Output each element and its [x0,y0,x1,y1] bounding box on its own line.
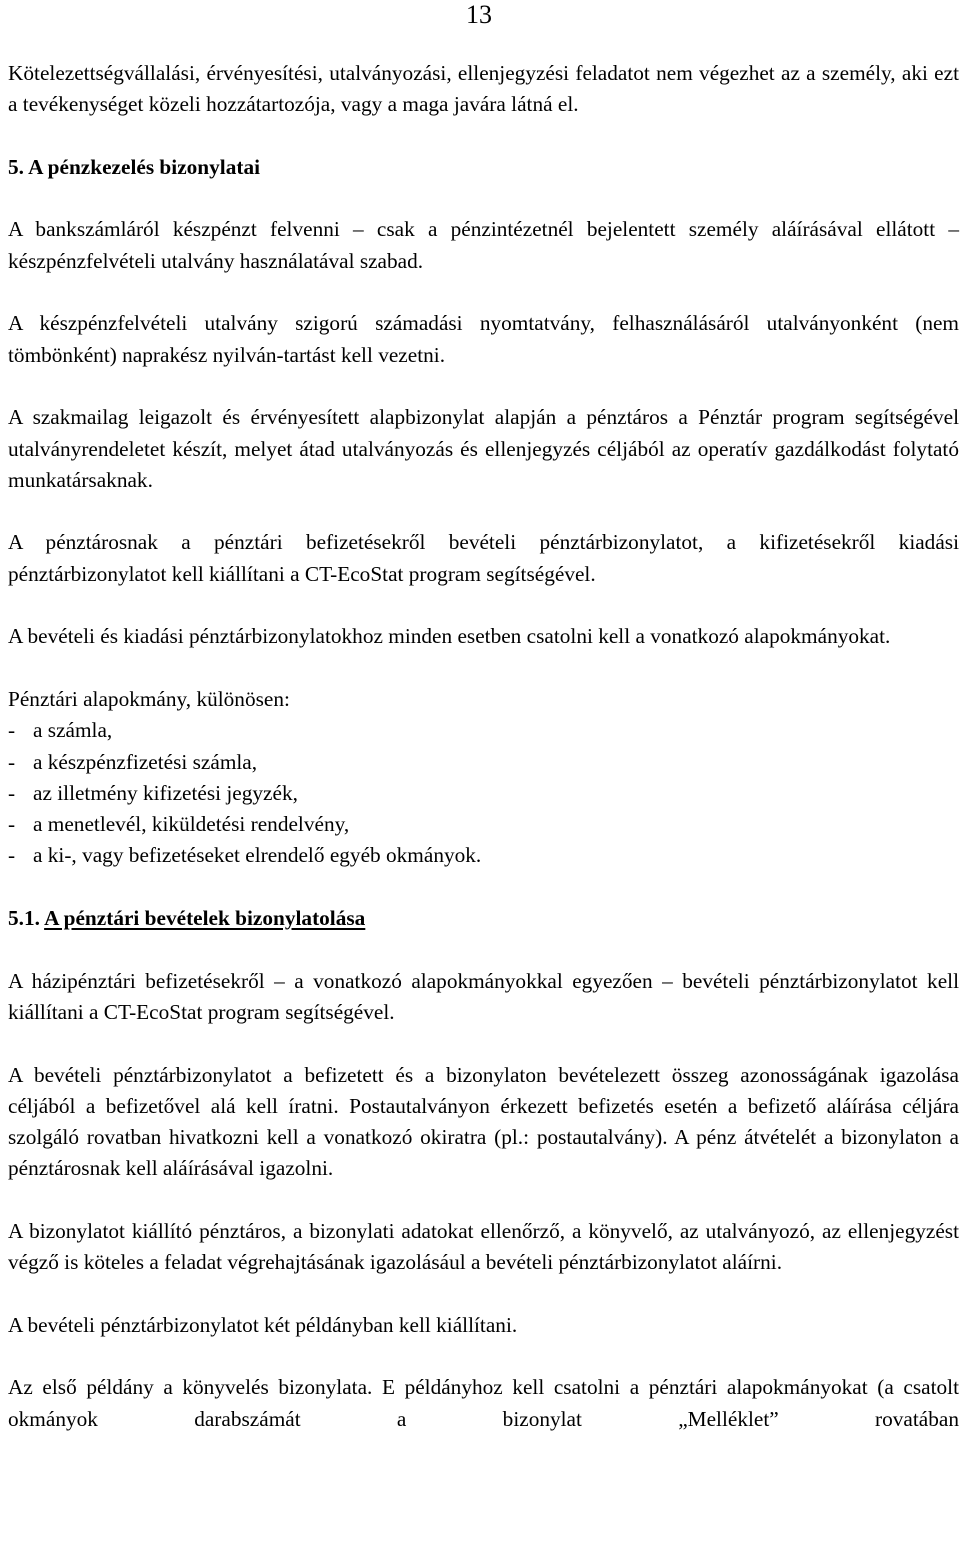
paragraph-house-cash-receipts: A házipénztári befizetésekről – a vonatkozó alapokmányokkal egyezően – bevételi pénztárbizonylatot kell kiállítani a CT-EcoStat program segítségével. [8,968,959,1024]
paragraph-first-copy: Az első példány a könyvelés bizonylata. E példányhoz kell csatolni a pénztári alapokmányokat (a csatolt okmányok darabszámát a bizonylat „Melléklet” rovatában [8,1375,959,1431]
list-item [8,809,959,840]
list-item [8,747,959,778]
paragraph-bank-withdrawal: A bankszámláról készpénzt felvenni – csak a pénzintézetnél bejelentett személy aláírásával ellátott – készpénzfelvételi utalvány használatával szabad. [8,217,959,273]
list-item-text: a menetlevél, kiküldetési rendelvény, [33,812,350,837]
section-heading-cash-documents: 5. A pénzkezelés bizonylatai [8,154,261,179]
list-dash: - [8,718,16,743]
paragraph-attach-documents: A bevételi és kiadási pénztárbizonylatokhoz minden esetben csatolni kell a vonatkozó alapokmányokat. [8,624,891,649]
list-item-text: a készpénzfizetési számla, [33,749,258,774]
list-item-text: a ki-, vagy befizetéseket elrendelő egyéb okmányok. [33,843,482,868]
base-documents-list [8,684,959,872]
paragraph-payment-order: A szakmailag leigazolt és érvényesített alapbizonylat alapján a pénztáros a Pénztár program segítségével utalványrendeletet készít, melyet átad utalványozás és ellenjegyzés céljából az operatív gazdálkodást folytató munkatársaknak. [8,405,959,492]
list-item [8,715,959,746]
list-title: Pénztári alapokmány, különösen: [8,686,290,711]
list-dash: - [8,812,16,837]
paragraph-conflict-of-interest: Kötelezettségvállalási, érvényesítési, utalványozási, ellenjegyzési feladatot nem végezhet az a személy, aki ezt a tevékenységet közeli hozzátartozója, vagy a maga javára látná el. [8,61,959,117]
paragraph-signatories: A bizonylatot kiállító pénztáros, a bizonylati adatokat ellenőrző, a könyvelő, az utalványozó, az ellenjegyzést végző is köteles a feladat végrehajtásának igazolásául a bevételi pénztárbizonylatot aláírni. [8,1218,959,1275]
paragraph-two-copies: A bevételi pénztárbizonylatot két példányban kell kiállítani. [8,1312,518,1337]
list-item-text: az illetmény kifizetési jegyzék, [33,780,298,805]
paragraph-cashier-receipts: A pénztárosnak a pénztári befizetésekről bevételi pénztárbizonylatot, a kifizetésekről kiadási pénztárbizonylatot kell kiállítani a CT-EcoStat program segítségével. [8,530,959,586]
page-number: 13 [466,0,492,29]
subsection-number: 5.1. [8,906,40,931]
paragraph-receipt-signature: A bevételi pénztárbizonylatot a befizetett és a bizonylaton bevételezett összeg azonosságának igazolása céljából a befizetővel alá kell íratni. Postautalványon érkezett befizetés esetén a befizető aláírása céljára szolgáló rovatban hivatkozni kell a vonatkozó okiratra (pl.: postautalvány). A pénz átvételét a bizonylaton a pénztárosnak kell aláírásával igazolni. [8,1062,959,1181]
list-dash: - [8,780,16,805]
paragraph-withdrawal-voucher: A készpénzfelvételi utalvány szigorú számadási nyomtatvány, felhasználásáról utalványonként (nem tömbönként) naprakész nyilván-tartást kell vezetni. [8,311,959,367]
subsection-title: A pénztári bevételek bizonylatolása [44,906,366,931]
list-item [8,778,959,809]
list-dash: - [8,843,16,868]
list-item-text: a számla, [33,718,113,743]
list-dash: - [8,749,16,774]
subsection-heading-cash-income [8,903,959,934]
list-item [8,840,959,871]
page-content [8,58,959,1435]
